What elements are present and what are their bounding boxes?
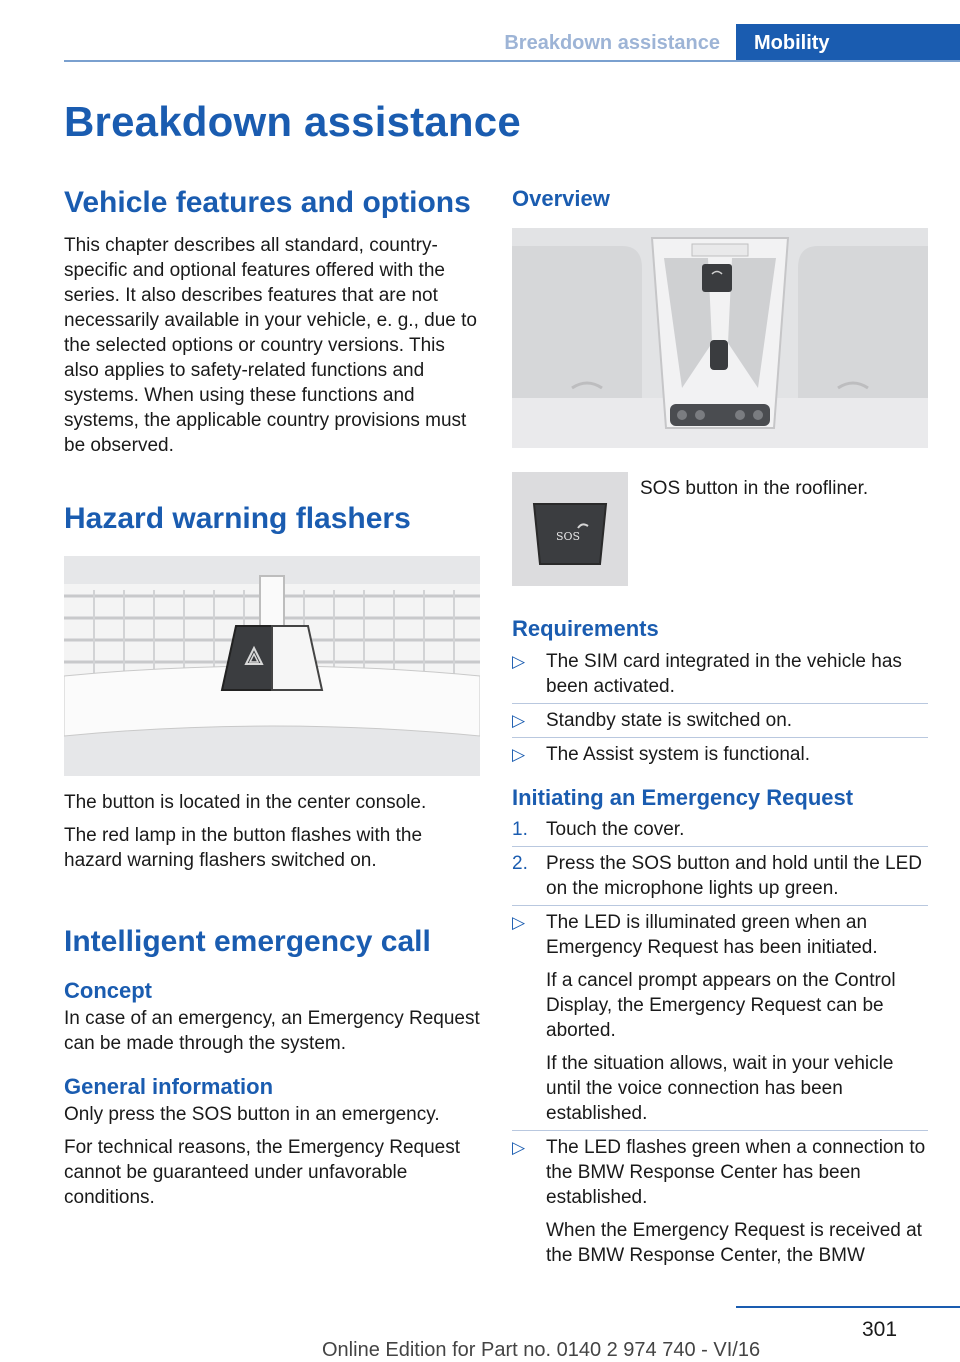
- general-info-p1: Only press the SOS button in an emergency.: [64, 1104, 440, 1126]
- triangle-bullet-icon: ▷: [512, 1138, 526, 1158]
- list-item: ▷ The LED is illuminated green when an Emergency Request has been initiated. If a cancel prompt appears on the Control Display, the Emergency Request can be aborted. If the situation allows, wait in your vehicle until the voice connection has been established.: [512, 912, 896, 1125]
- section-tab-mobility: Mobility: [736, 24, 960, 62]
- general-info-heading: General information: [64, 1073, 274, 1099]
- sos-button-figure: [512, 472, 628, 586]
- sos-button-illustration: [512, 472, 628, 586]
- list-item-sep: [512, 846, 928, 847]
- hazard-heading: Hazard warning flashers: [64, 501, 411, 535]
- list-item: ▷ The LED flashes green when a connection to the BMW Response Center has been established. When the Emergency Request is received at the BMW Response Center, the BMW: [512, 1137, 926, 1267]
- concept-body: In case of an emergency, an Emergency Request can be made through the system.: [64, 1007, 480, 1054]
- initiating-heading: Initiating an Emergency Request: [512, 784, 854, 810]
- left-column: [64, 184, 480, 1210]
- hazard-lamp-text: The red lamp in the button flashes with the hazard warning flashers switched on.: [64, 825, 423, 871]
- overview-heading: Overview: [512, 186, 610, 211]
- sos-caption: SOS button in the roofliner.: [640, 478, 869, 500]
- requirements-list: [512, 649, 928, 767]
- sos-label: SOS: [555, 530, 581, 544]
- triangle-bullet-icon: ▷: [512, 710, 526, 730]
- roofliner-illustration: [512, 228, 928, 448]
- notes-list: [512, 910, 928, 1268]
- footer-rule: [736, 1306, 960, 1308]
- right-column: [512, 184, 928, 1268]
- triangle-bullet-icon: ▷: [512, 913, 526, 933]
- steps-list: [512, 817, 928, 906]
- hazard-button-figure: [64, 556, 480, 776]
- edition-text: Online Edition for Part no. 0140 2 974 740 - VI/16: [322, 1339, 761, 1361]
- list-item-sep: [512, 703, 928, 704]
- breadcrumb: Breakdown assistance: [504, 32, 720, 54]
- emergency-call-heading: Intelligent emergency call: [64, 925, 431, 958]
- page-number: 301: [862, 1318, 898, 1341]
- requirements-heading: Requirements: [512, 616, 659, 642]
- general-info-p2: For technical reasons, the Emergency Request cannot be guaranteed under unfavorable conditions.: [64, 1137, 461, 1209]
- page-title: Breakdown assistance: [64, 98, 521, 145]
- hazard-location-text: The button is located in the center console.: [64, 792, 427, 813]
- list-item: ▷ The Assist system is functional.: [512, 743, 810, 765]
- concept-heading: Concept: [64, 977, 152, 1003]
- header-rule: [64, 60, 960, 62]
- hazard-console-illustration: [64, 556, 480, 776]
- list-item: 1. Touch the cover.: [512, 819, 685, 841]
- roofliner-figure: [512, 228, 928, 448]
- sos-detail: [512, 472, 928, 586]
- list-item: 2. Press the SOS button and hold until the LED on the microphone lights up green.: [512, 853, 923, 900]
- triangle-bullet-icon: ▷: [512, 744, 526, 764]
- phone-icon: [702, 264, 732, 292]
- list-item-sep: [512, 1130, 928, 1131]
- list-item-sep: [512, 905, 928, 906]
- list-item: ▷ Standby state is switched on.: [512, 709, 793, 731]
- vehicle-features-body: This chapter describes all standard, country-specific and optional features offered with the series. It also describes features that are not necessarily available in your vehicle, e. g., due to the selected options or country versions. This also applies to safety-related functions and systems. When using these functions and systems, the applicable country provisions must be observed.: [64, 234, 477, 456]
- list-item: ▷ The SIM card integrated in the vehicle has been activated.: [512, 650, 902, 697]
- triangle-bullet-icon: ▷: [512, 651, 526, 671]
- list-item-sep: [512, 737, 928, 738]
- vehicle-features-heading: Vehicle features and options: [64, 186, 471, 219]
